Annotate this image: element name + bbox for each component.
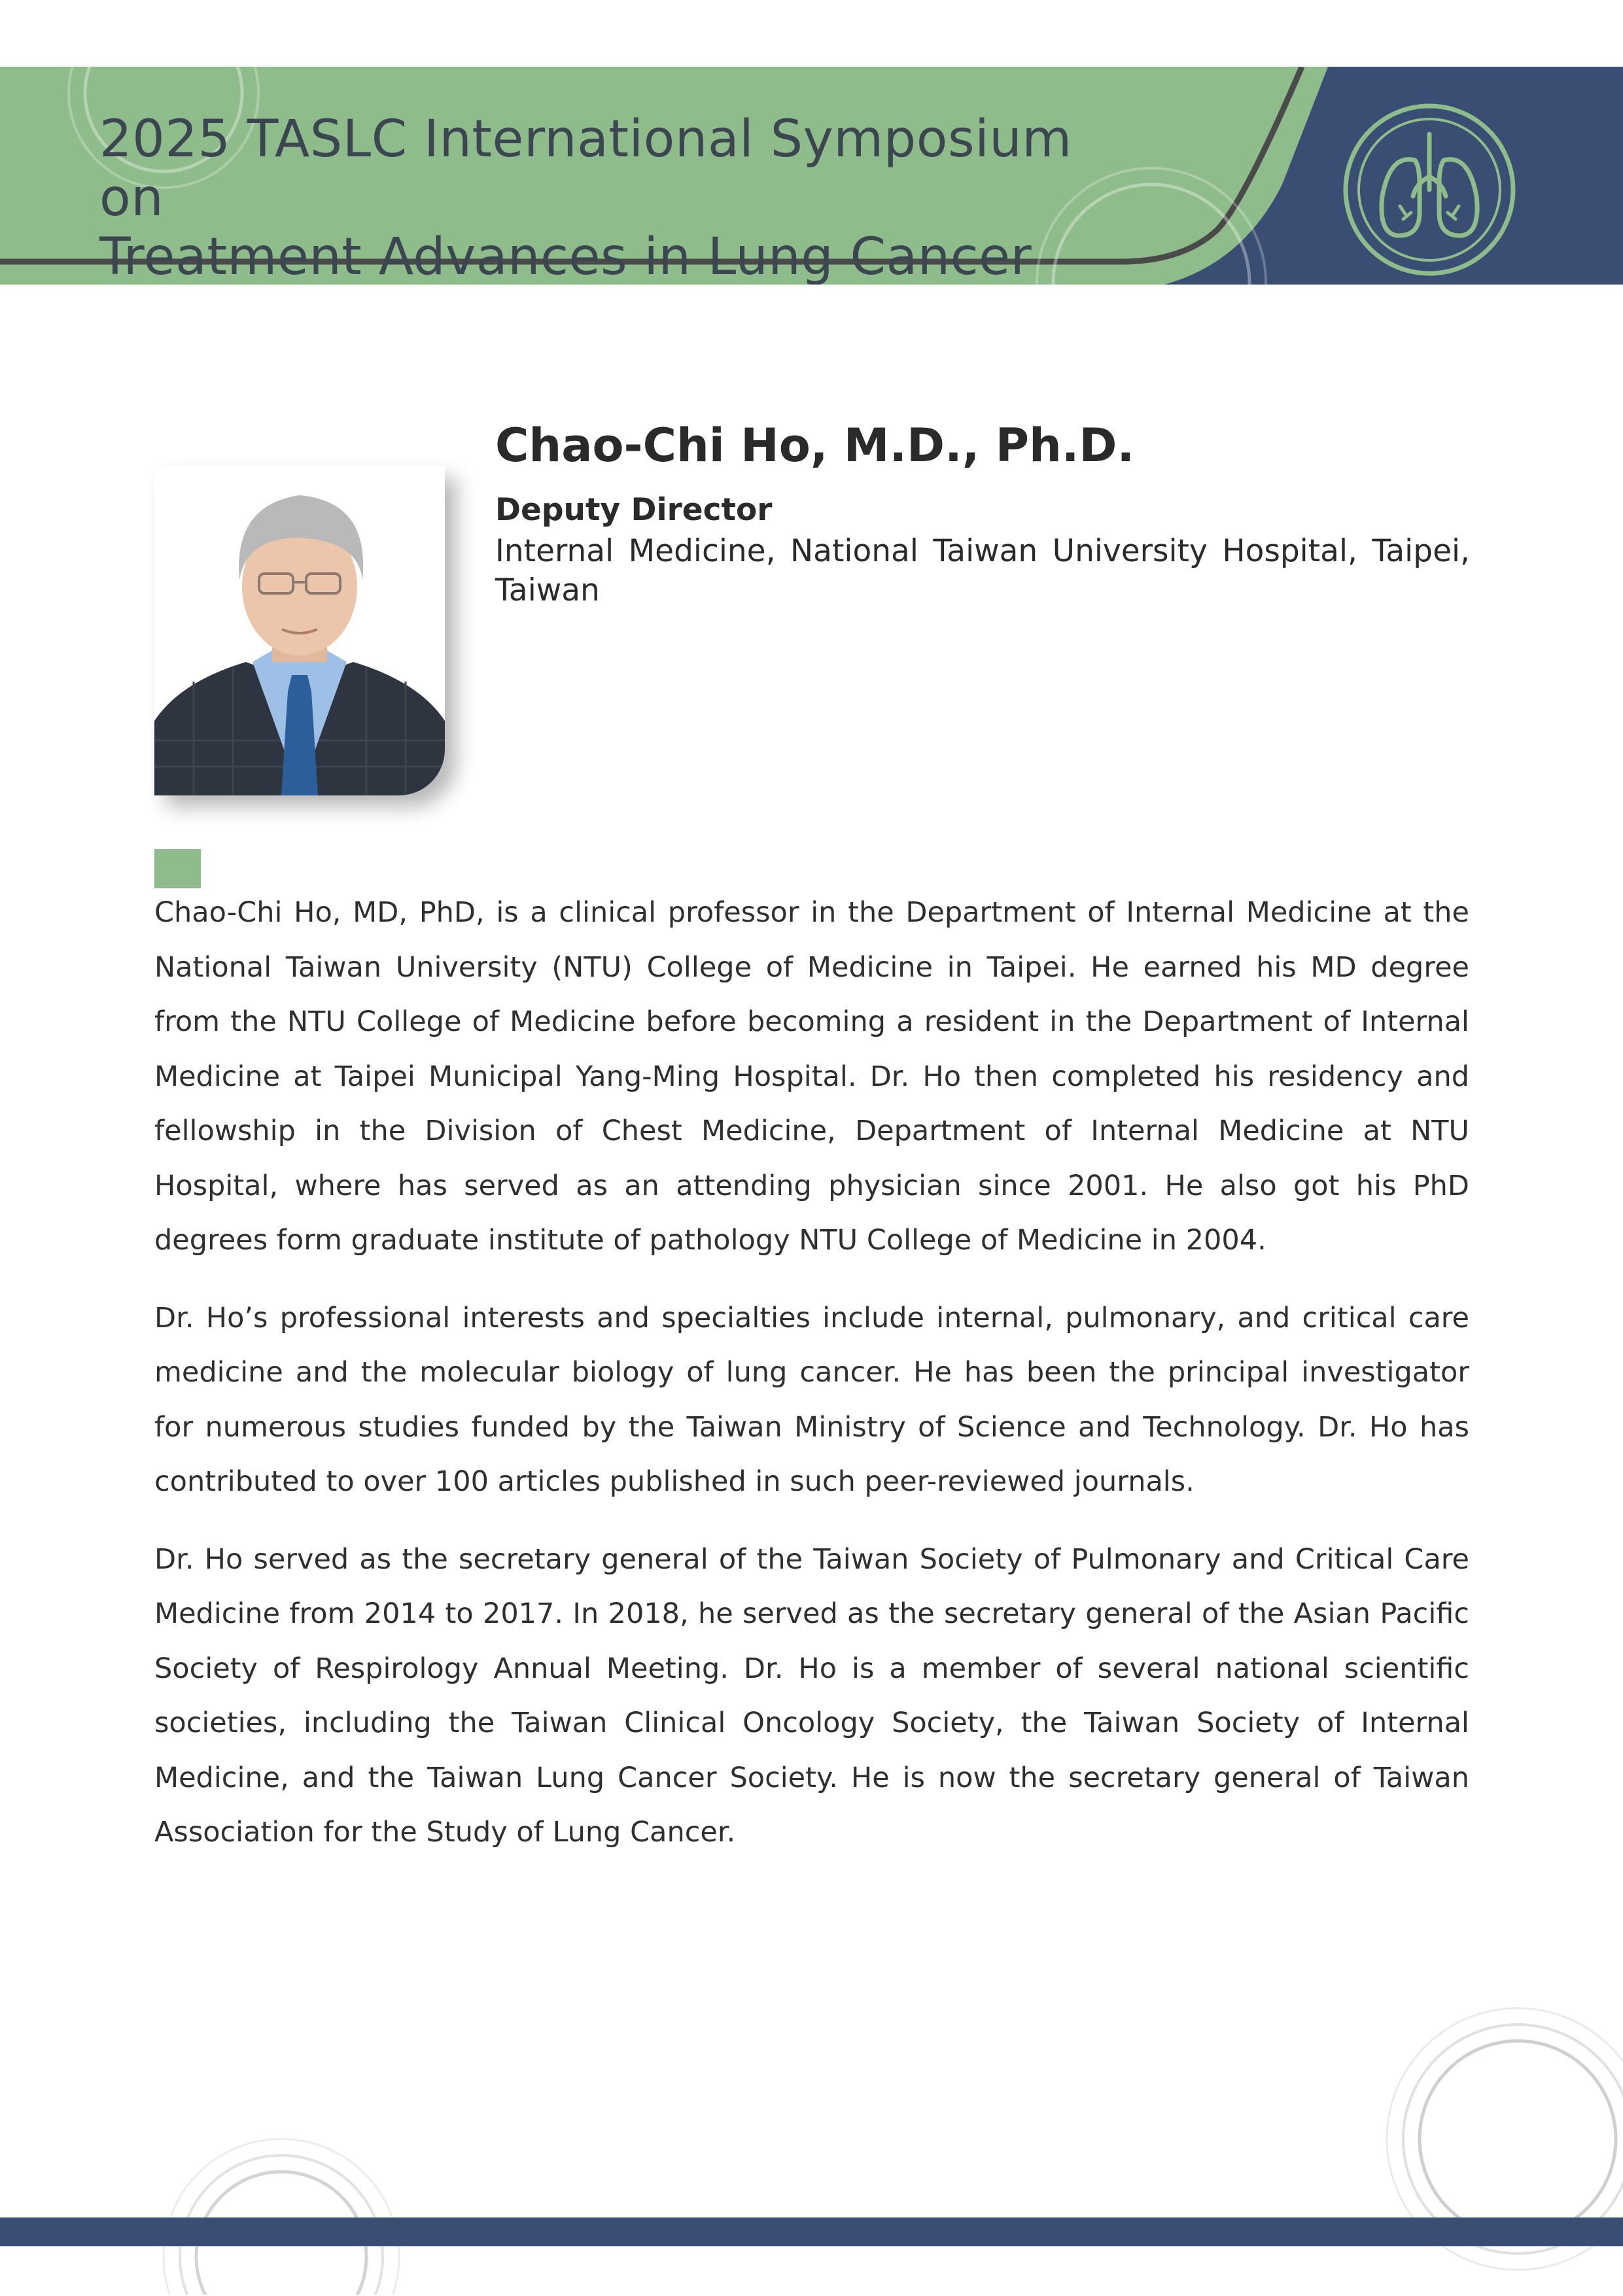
footer-bar [0,2218,1623,2246]
biography [154,886,1469,1883]
speaker-role: Deputy Director [495,492,773,528]
bio-paragraph: Chao-Chi Ho, MD, PhD, is a clinical professor in the Department of Internal Medicine at the National Taiwan University (NTU) College of Medicine in Taipei. He earned his MD degree from the NTU College of Medicine before becoming a resident in the Department of Internal Medicine at Taipei Municipal Yang-Ming Hospital. Dr. Ho then completed his residency and fellowship in the Division of Chest Medicine, Department of Internal Medicine at NTU Hospital, where has served as an attending physician since 2001. He also got his PhD degrees form graduate institute of pathology NTU College of Medicine in 2004. [154,896,1469,1257]
speaker-photo [154,466,445,795]
decorative-circles-left [157,2093,458,2295]
speaker-name: Chao-Chi Ho, M.D., Ph.D. [495,419,1135,472]
event-title [99,110,1146,285]
event-title-line2: Treatment Advances in Lung Cancer [99,228,1032,285]
header-banner [0,67,1623,285]
bio-paragraph: Dr. Ho served as the secretary general of the Taiwan Society of Pulmonary and Critical Care Medicine from 2014 to 2017. In 2018, he served as the secretary general of the Asian Pacific Society of Respirology Annual Meeting. Dr. Ho is a member of several national scientific societies, including the Taiwan Clinical Oncology Society, the Taiwan Society of Internal Medicine, and the Taiwan Lung Cancer Society. He is now the secretary general of Taiwan Association for the Study of Lung Cancer. [154,1542,1469,1849]
speaker-portrait [154,466,445,795]
bio-paragraph: Dr. Ho’s professional interests and specialties include internal, pulmonary, and critical care medicine and the molecular biology of lung cancer. He has been the principal investigator for numerous studies funded by the Taiwan Ministry of Science and Technology. Dr. Ho has contributed to over 100 articles published in such peer-reviewed journals. [154,1301,1469,1498]
lungs-icon [1338,98,1521,281]
decorative-circles-right [1361,1975,1623,2296]
speaker-affiliation: Internal Medicine, National Taiwan University Hospital, Taipei, Taiwan [495,533,1470,608]
event-title-line1: 2025 TASLC International Symposium on [99,110,1072,228]
bio-section-marker [154,849,201,888]
